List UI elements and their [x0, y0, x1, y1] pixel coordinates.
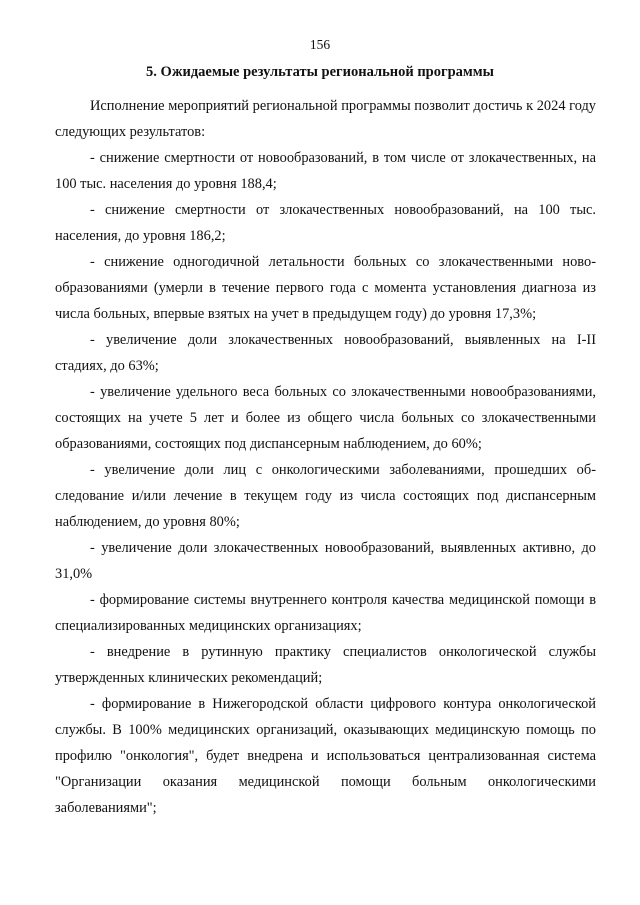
list-item: - снижение смертности от новообразований, в том числе от злокачественных, на 100 тыс. населения до уровня 188,4; [55, 150, 596, 192]
list-item: - увеличение удельного веса больных со злокачественными новообразованиями, состоящих на учете 5 лет и более из общего числа больных со злокачественными образованиями, состоящих под диспансерным наблюдением, до 60%; [55, 384, 596, 452]
list-item: - снижение смертности от злокачественных новообразований, на 100 тыс. населения, до уровня 186,2; [55, 202, 596, 244]
section-title: 5. Ожидаемые результаты региональной программы [146, 64, 494, 80]
document-body [55, 93, 596, 821]
list-item: - формирование в Нижегородской области цифрового контура онкологической службы. В 100% медицинских организаций, оказывающих медицинскую помощь по профилю "онкология", будет внедрена и использоваться централизованная система "Организации оказания медицинской помощи больным онкологическими заболеваниями"; [55, 696, 596, 816]
list-item: - снижение одногодичной летальности больных со злокачественными новообразованиями (умерли в течение первого года с момента установления диагноза из числа больных, впервые взятых на учет в предыдущем году) до уровня 17,3%; [55, 254, 596, 322]
paragraph-intro: Исполнение мероприятий региональной программы позволит достичь к 2024 году следующих результатов: [55, 98, 596, 140]
list-item: - внедрение в рутинную практику специалистов онкологической службы утвержденных клинических рекомендаций; [55, 644, 596, 686]
list-item: - увеличение доли злокачественных новообразований, выявленных на I-II стадиях, до 63%; [55, 332, 596, 374]
page-number: 156 [309, 37, 331, 52]
list-item: - увеличение доли злокачественных новообразований, выявленных активно, до 31,0% [55, 540, 596, 582]
list-item: - формирование системы внутреннего контроля качества медицинской помощи в специализированных медицинских организациях; [55, 592, 596, 634]
list-item: - увеличение доли лиц с онкологическими заболеваниями, прошедших обследование и/или лечение в текущем году из числа состоящих под диспансерным наблюдением, до уровня 80%; [55, 462, 596, 530]
